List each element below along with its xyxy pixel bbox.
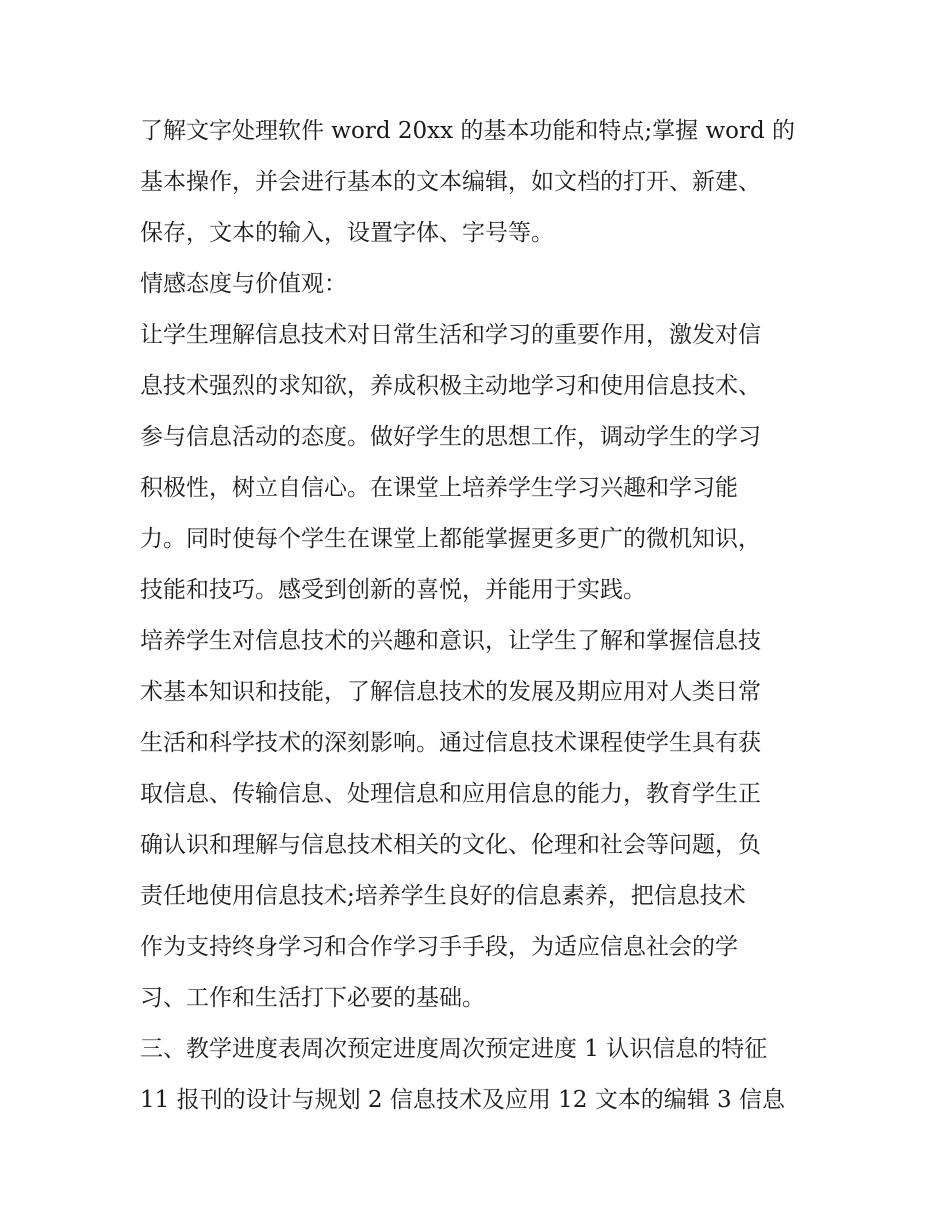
section-heading: 情感态度与价值观：	[140, 271, 347, 297]
text-line: 培养学生对信息技术的兴趣和意识，让学生了解和掌握信息技	[140, 628, 761, 654]
text-line: 习、工作和生活打下必要的基础。	[140, 985, 485, 1011]
text-line: 积极性，树立自信心。在课堂上培养学生学习兴趣和学习能	[140, 475, 738, 501]
text-line: 责任地使用信息技术;培养学生良好的信息素养，把信息技术	[140, 883, 746, 909]
text-line: 让学生理解信息技术对日常生活和学习的重要作用，激发对信	[140, 322, 761, 348]
text-line: 作为支持终身学习和合作学习手手段，为适应信息社会的学	[140, 934, 738, 960]
text-line: 确认识和理解与信息技术相关的文化、伦理和社会等问题，负	[140, 832, 761, 858]
text-line: 生活和科学技术的深刻影响。通过信息技术课程使学生具有获	[140, 730, 761, 756]
text-line: 11 报刊的设计与规划 2 信息技术及应用 12 文本的编辑 3 信息	[140, 1087, 785, 1113]
text-line: 息技术强烈的求知欲，养成积极主动地学习和使用信息技术、	[140, 373, 761, 399]
text-line: 术基本知识和技能，了解信息技术的发展及期应用对人类日常	[140, 679, 761, 705]
text-line: 参与信息活动的态度。做好学生的思想工作，调动学生的学习	[140, 424, 761, 450]
text-line: 保存，文本的输入，设置字体、字号等。	[140, 220, 554, 246]
text-line: 取信息、传输信息、处理信息和应用信息的能力，教育学生正	[140, 781, 761, 807]
text-line: 了解文字处理软件 word 20xx 的基本功能和特点;掌握 word 的	[140, 118, 796, 144]
text-line: 基本操作，并会进行基本的文本编辑，如文档的打开、新建、	[140, 169, 761, 195]
document-body	[140, 106, 830, 1126]
text-line: 力。同时使每个学生在课堂上都能掌握更多更广的微机知识，	[140, 526, 761, 552]
text-line: 三、教学进度表周次预定进度周次预定进度 1 认识信息的特征	[140, 1036, 768, 1062]
text-line: 技能和技巧。感受到创新的喜悦，并能用于实践。	[140, 577, 646, 603]
